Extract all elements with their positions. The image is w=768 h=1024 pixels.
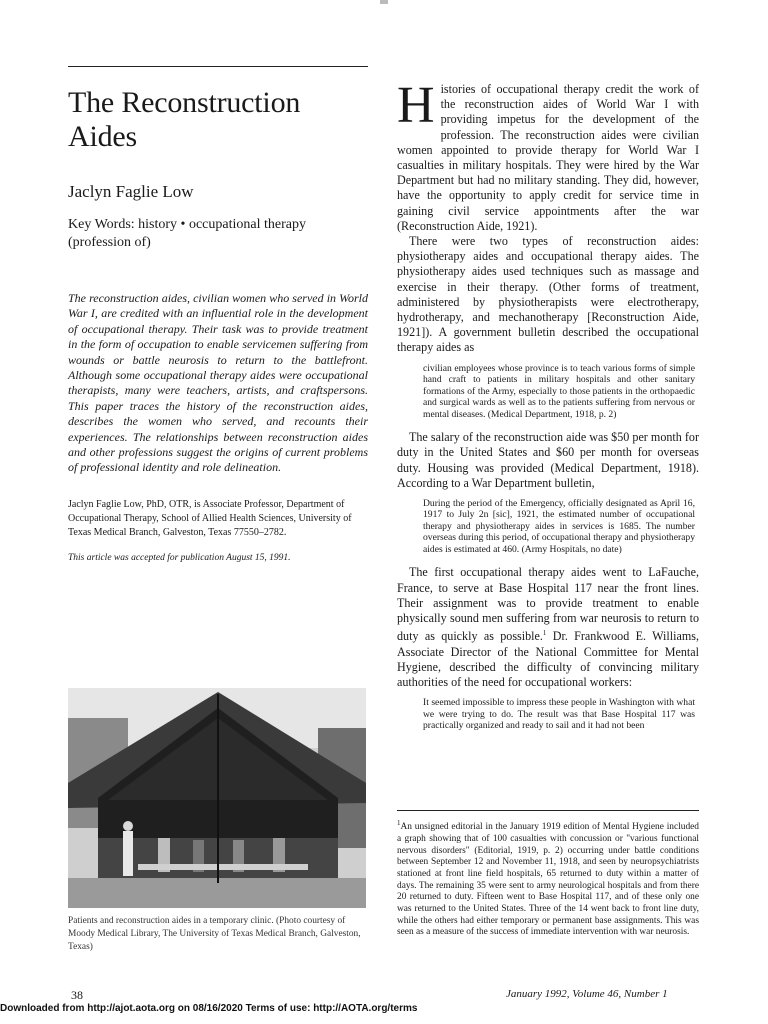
page-number: 38 bbox=[71, 988, 83, 1002]
body-paragraph-3: The salary of the reconstruction aide was $50 per month for duty in the United States and $60 per month for overseas duty. Housing was provided (Medical Department, 1918). According to a War Department bulletin, bbox=[397, 430, 699, 490]
title-rule bbox=[68, 66, 368, 67]
scan-mark bbox=[380, 0, 388, 4]
block-quote-1: civilian employees whose province is to teach various forms of simple hand craft to patients in military hospitals and other sanitary formations of the Army, especially to those patients in the orthopaedic and surgical wards as well as to the patients suffering from nervous or mental diseases. (Medical Department, 1918, p. 2) bbox=[423, 362, 695, 420]
photo-caption: Patients and reconstruction aides in a temporary clinic. (Photo courtesy of Moody Medical Library, The University of Texas Medical Branch, Galveston, Texas) bbox=[68, 916, 361, 952]
article-title: The Reconstruction Aides bbox=[68, 86, 301, 153]
body-paragraph-1: Histories of occupational therapy credit the work of the reconstruction aides of World War I with providing impetus for the development of the profession. The reconstruction aides were civilian women appointed to provide therapy for World War I casualties in military hospitals. They were hired by the War Department but had no military standing. They did, however, have the opportunity to apply credit for service time in gaining civil service appointments after the war (Reconstruction Aide, 1921). bbox=[397, 77, 699, 233]
footnote-rule bbox=[397, 810, 699, 811]
keywords: Key Words: history • occupational therapy (profession of) bbox=[68, 217, 306, 250]
download-notice[interactable]: Downloaded from http://ajot.aota.org on 08/16/2020 Terms of use: http://AOTA.org/terms bbox=[0, 1003, 418, 1014]
footnote-text: An unsigned editorial in the January 1919 edition of Mental Hygiene included a graph showing that of 100 casualties with concussion or "various functional nervous disorders" (Editorial, 1919, p. 2) occurring under battle conditions between September 12 and November 11, 1918, and seen by neuropsychiatrists stationed at front line field hospitals, 65 returned to duty within a matter of days. The remaining 35 were sent to army neurological hospitals and from there 20 returned to duty. Fifteen went to Base Hospital 117, and of these only one was returned to the United States. Three of the 14 went back to front line duty, while the others had either temporary or permanent base assignments. This was seen as a measure of the success of immediate intervention with war neurosis. bbox=[397, 822, 699, 938]
historical-photo bbox=[68, 688, 366, 908]
body-paragraph-4: The first occupational therapy aides went to LaFauche, France, to serve at Base Hospital 117 near the front lines. Their assignment was to provide treatment to enable physically sound men suffering from war neurosis to return to duty as quickly as possible.$^1$ Dr. Frankwood E. Williams, Associate Director of the National Committee for Mental Hygiene, described the difficulty of convincing military authorities of the need for occupational workers: bbox=[397, 565, 699, 689]
footnote-marker: 1 bbox=[397, 819, 401, 827]
abstract: The reconstruction aides, civilian women who served in World War I, are credited with an influential role in the development of occupational therapy. Their task was to provide treatment in the form of occupation to enable servicemen suffering from wounds or battle neurosis to return to the battlefront. Although some occupational therapy aides were occupational therapists, many were teachers, artists, and craftspersons. This paper traces the history of the reconstruction aides, describes the women who served, and recounts their experiences. The relationships between reconstruction aides and other professions suggest the origins of current problems of professional identity and role delineation. bbox=[68, 291, 368, 475]
left-column bbox=[68, 86, 368, 563]
acceptance-note: This article was accepted for publication August 15, 1991. bbox=[68, 552, 291, 563]
author-bio: Jaclyn Faglie Low, PhD, OTR, is Associate Professor, Department of Occupational Therapy, School of Allied Health Sciences, University of Texas Medical Branch, Galveston, Texas 77550–2782. bbox=[68, 498, 352, 538]
footnote bbox=[397, 818, 699, 939]
block-quote-2: During the period of the Emergency, officially designated as April 16, 1917 to July 2n [sic], 1921, the estimated number of occupational therapy and physiotherapy aides in services is 1685. The number overseas during this period, of occupational therapy and physiotherapy aides is estimated at 460. (Army Hospitals, no date) bbox=[423, 497, 696, 555]
journal-citation: January 1992, Volume 46, Number 1 bbox=[506, 988, 668, 1000]
body-paragraph-2: There were two types of reconstruction aides: physiotherapy aides and occupational therapy aides. The physiotherapy aides used techniques such as massage and exercise in their therapy. (Other forms of treatment, administered by physiotherapists were electrotherapy, hydrotherapy, and mechanotherapy [Reconstruction Aide, 1921]). A government bulletin described the occupational therapy aides as bbox=[397, 234, 699, 355]
author-name: Jaclyn Faglie Low bbox=[68, 182, 194, 201]
block-quote-3: It seemed impossible to impress these people in Washington with what we were trying to do. The result was that Base Hospital 117 was practically organized and ready to sail and it had not been bbox=[423, 697, 695, 732]
right-column bbox=[397, 77, 699, 742]
footnote-ref[interactable]: 1 bbox=[542, 629, 547, 638]
tent-clinic-illustration bbox=[68, 688, 366, 908]
drop-cap: H bbox=[397, 77, 435, 134]
